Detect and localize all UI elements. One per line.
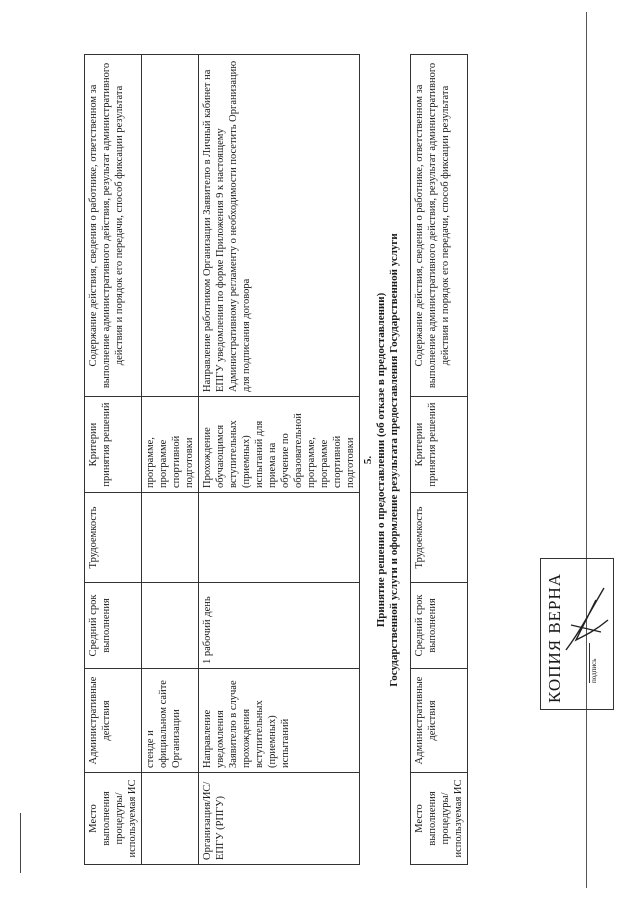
column-header: Место выполнения процедуры/используемая ИС xyxy=(85,773,142,865)
table-row xyxy=(199,55,360,865)
procedure-table xyxy=(84,54,360,865)
column-header: Административные действия xyxy=(411,669,468,773)
column-header: Критерии принятия решений xyxy=(411,397,468,493)
column-header: Средний срок выполнения xyxy=(85,583,142,669)
cell-labor xyxy=(142,493,199,583)
section-title-line1: Принятие решения о предоставлении (об отказе в предоставлении) xyxy=(375,292,387,628)
cell-place: Организация/ИС/ЕПГУ (РПГУ) xyxy=(199,773,360,865)
cell-criteria: программе, программе спортивной подготовки xyxy=(142,397,199,493)
column-header: Средний срок выполнения xyxy=(411,583,468,669)
footnote-rule xyxy=(20,813,21,873)
cell-action: Направление уведомления Заявителю в случае прохождения вступительных (приемных) испытаний xyxy=(199,669,360,773)
table-row xyxy=(142,55,199,865)
page-edge-line xyxy=(586,12,587,888)
cell-content xyxy=(142,55,199,397)
stamp-title: КОПИЯ ВЕРНА xyxy=(545,572,564,703)
section-heading xyxy=(362,55,401,865)
column-header: Критерии принятия решений xyxy=(85,397,142,493)
copy-stamp xyxy=(540,476,640,703)
table-header-row xyxy=(85,55,142,865)
stamp-sign-label: подпись xyxy=(589,643,598,683)
section-number: 5. xyxy=(362,455,374,465)
cell-place xyxy=(142,773,199,865)
column-header: Административные действия xyxy=(85,669,142,773)
table-header-row xyxy=(411,55,468,865)
cell-criteria: Прохождение обучающимся вступительных (приемных) испытаний для приема на обучение по образовательной программе, программе спортивной подготовки xyxy=(199,397,360,493)
cell-term: 1 рабочий день xyxy=(199,583,360,669)
column-header: Содержание действия, сведения о работнике, ответственном за выполнение административного действия, результат административного действия и порядок его передачи, способ фиксации результата xyxy=(411,55,468,397)
cell-labor xyxy=(199,493,360,583)
column-header: Трудоемкость xyxy=(411,493,468,583)
column-header: Место выполнения процедуры/используемая ИС xyxy=(411,773,468,865)
column-header: Содержание действия, сведения о работнике, ответственном за выполнение административного действия, результат административного действия и порядок его передачи, способ фиксации результата xyxy=(85,55,142,397)
procedure-table-2 xyxy=(410,54,468,865)
section-title-line2: Государственной услуги и оформление результата предоставления Государственной услуги xyxy=(388,233,400,687)
handwritten-signature xyxy=(556,580,616,660)
column-header: Трудоемкость xyxy=(85,493,142,583)
cell-content: Направление работником Организации Заявителю в Личный кабинет на ЕПГУ уведомления по форме Приложения 9 к настоящему Административному регламенту о необходимости посетить Организацию для подписания договора xyxy=(199,55,360,397)
cell-action: стенде и официальном сайте Организации xyxy=(142,669,199,773)
cell-term xyxy=(142,583,199,669)
